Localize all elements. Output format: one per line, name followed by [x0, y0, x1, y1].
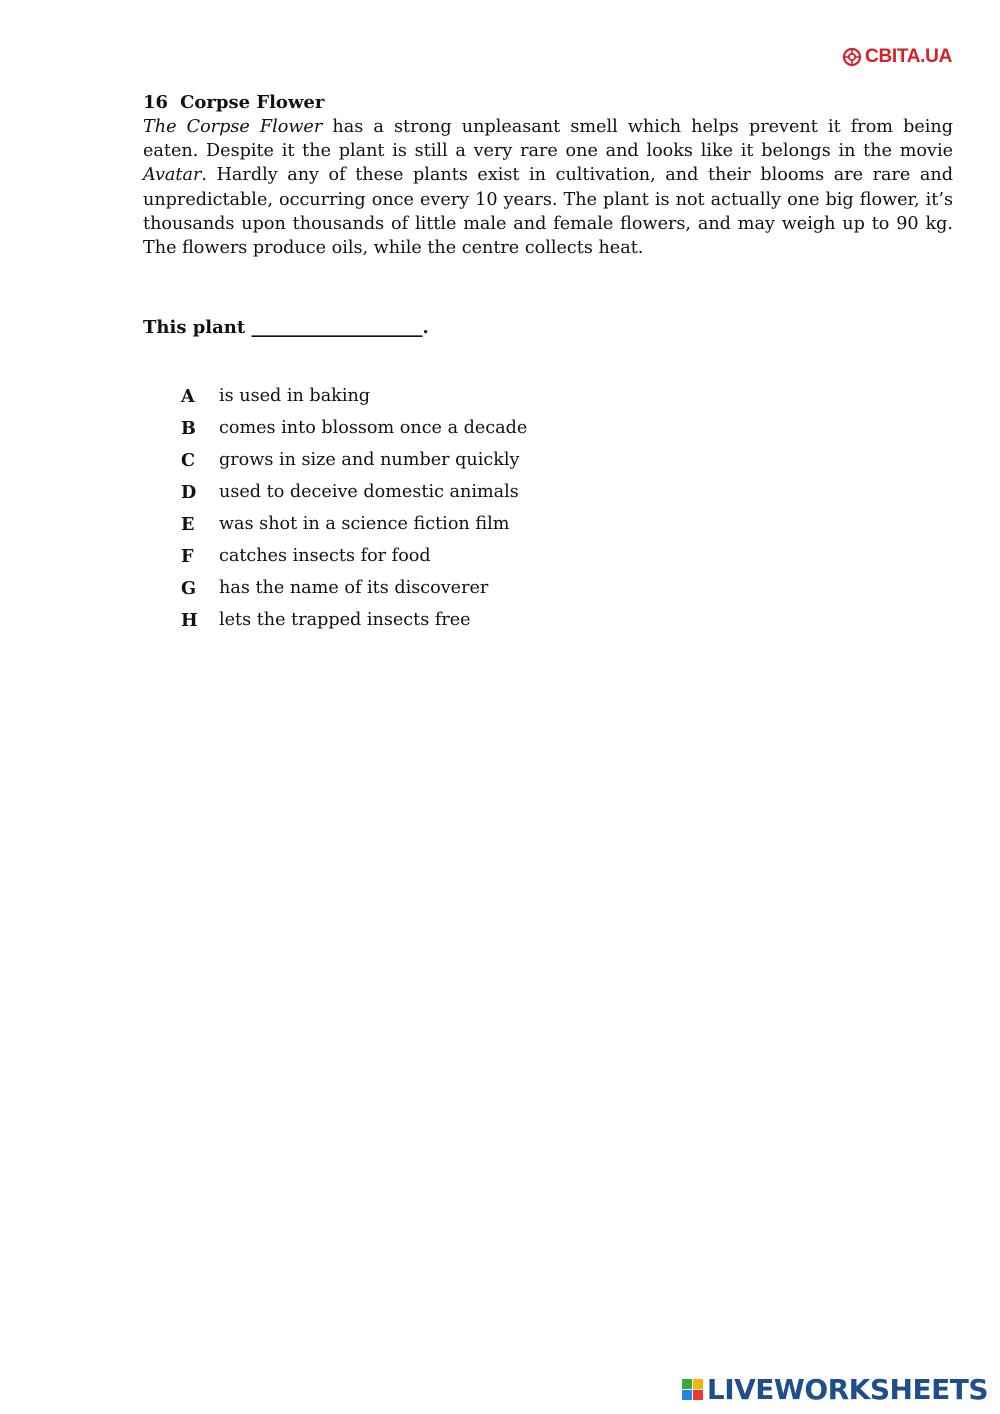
- option-text: lets the trapped insects free: [219, 610, 471, 630]
- option-letter: H: [181, 609, 198, 631]
- option-letter: C: [181, 449, 196, 471]
- option-d[interactable]: [181, 476, 527, 508]
- option-letter: A: [181, 385, 195, 407]
- question-number: 16: [143, 92, 169, 113]
- brand-logo: [842, 46, 952, 68]
- option-b[interactable]: [181, 412, 527, 444]
- question-stem: This plant ___________________.: [143, 317, 429, 338]
- question-title: [143, 91, 953, 115]
- grid-square-green: [682, 1379, 692, 1389]
- option-letter: E: [181, 513, 195, 535]
- option-text: is used in baking: [219, 386, 371, 406]
- grid-square-yellow: [693, 1379, 703, 1389]
- options-list: [181, 380, 527, 636]
- brand-label: CBITA.UA: [865, 46, 952, 67]
- option-text: catches insects for food: [219, 546, 431, 566]
- passage-italic-movie: Avatar: [143, 165, 202, 186]
- option-a[interactable]: [181, 380, 527, 412]
- liveworksheets-grid-icon: [682, 1379, 703, 1400]
- question-title-text: Corpse Flower: [180, 92, 325, 113]
- option-letter: G: [181, 577, 197, 599]
- option-h[interactable]: [181, 604, 527, 636]
- option-letter: F: [181, 545, 194, 567]
- option-letter: D: [181, 481, 197, 503]
- option-text: was shot in a science fiction film: [219, 514, 510, 534]
- flower-icon: [842, 47, 862, 67]
- option-text: used to deceive domestic animals: [219, 482, 519, 502]
- option-text: grows in size and number quickly: [219, 450, 520, 470]
- liveworksheets-label: LIVEWORKSHEETS: [706, 1373, 988, 1406]
- option-c[interactable]: [181, 444, 527, 476]
- passage-text-2: . Hardly any of these plants exist in cultivation, and their blooms are rare and unpredictable, occurring once every 10 years. The plant is not actually one big flower, it’s thousands upon thousands of little male and female flowers, and may weigh up to 90 kg. The flowers produce oils, while the centre collects heat.: [143, 165, 953, 259]
- option-text: comes into blossom once a decade: [219, 418, 528, 438]
- liveworksheets-logo: [682, 1373, 988, 1406]
- grid-square-blue: [682, 1390, 692, 1400]
- option-text: has the name of its discoverer: [219, 578, 489, 598]
- option-letter: B: [181, 417, 196, 439]
- option-g[interactable]: [181, 572, 527, 604]
- passage: [143, 115, 953, 260]
- passage-text-1: has a strong unpleasant smell which helps prevent it from being eaten. Despite it the plant is still a very rare one and looks like it belongs in the movie: [143, 117, 954, 162]
- grid-square-red: [693, 1390, 703, 1400]
- question-block: [143, 91, 953, 260]
- passage-italic-title: The Corpse Flower: [143, 117, 323, 137]
- option-f[interactable]: [181, 540, 527, 572]
- option-e[interactable]: [181, 508, 527, 540]
